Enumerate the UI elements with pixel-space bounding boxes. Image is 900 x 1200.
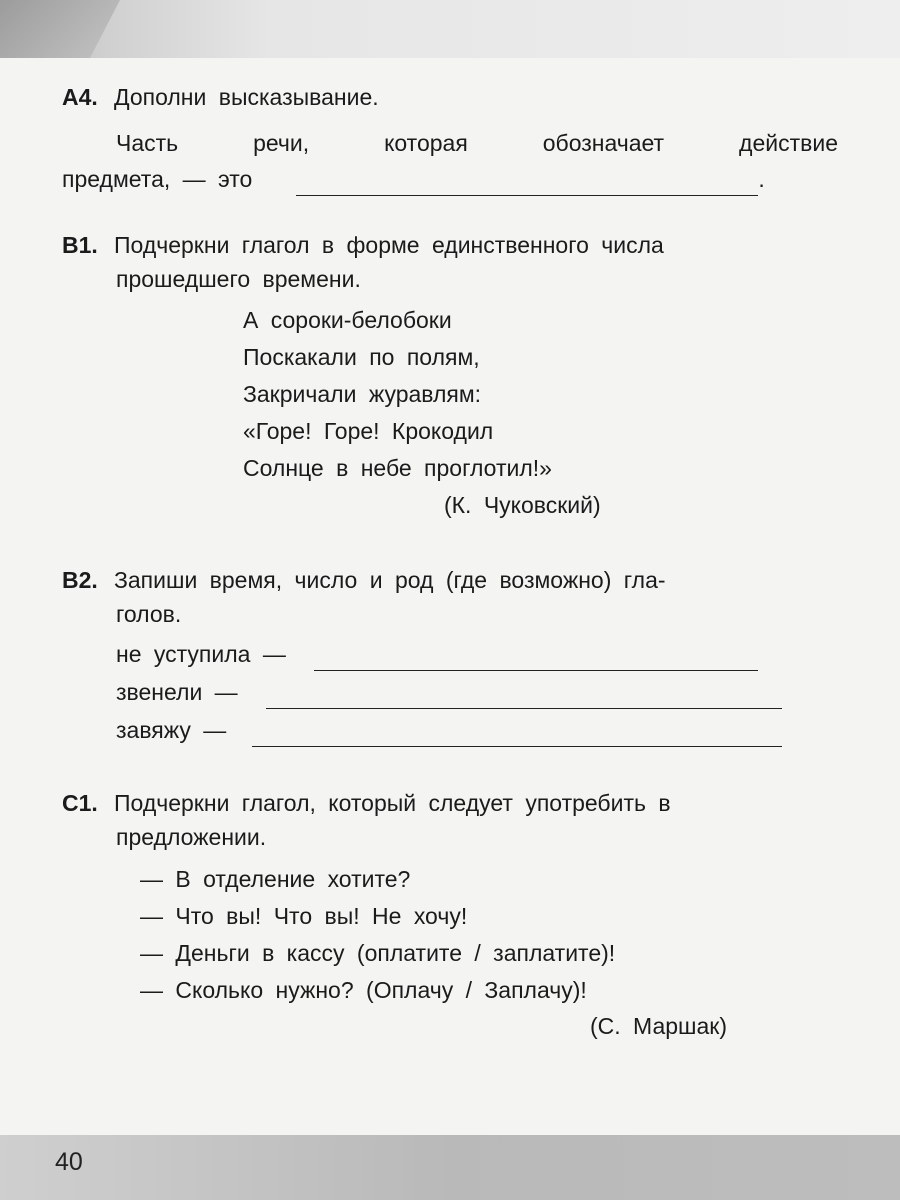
task-prompt-cont: предложении.	[116, 824, 267, 850]
page-number: 40	[55, 1148, 83, 1176]
bottom-decorative-band	[0, 1135, 900, 1200]
poem-line: А сороки-белобоки	[243, 307, 452, 333]
task-code: В1.	[62, 232, 98, 258]
task-code: С1.	[62, 790, 98, 816]
poem-line: Солнце в небе проглотил!»	[243, 455, 552, 481]
task-prompt: Подчеркни глагол в форме единственного числа	[114, 232, 664, 258]
poem-line: Поскакали по полям,	[243, 344, 480, 370]
poem-author: (К. Чуковский)	[444, 492, 601, 518]
task-c1	[62, 786, 838, 854]
task-prompt-cont: прошедшего времени.	[116, 266, 361, 292]
answer-blank-b2-3[interactable]	[252, 722, 782, 747]
task-prompt-cont: голов.	[116, 601, 182, 627]
a4-line-2-text: предмета, — это	[62, 166, 253, 192]
b2-word: не уступила —	[116, 641, 286, 667]
answer-blank-b2-1[interactable]	[314, 646, 758, 671]
poem	[243, 302, 552, 487]
poem-line: «Горе! Горе! Крокодил	[243, 418, 494, 444]
dialog-line: — Деньги в кассу (оплатите / заплатите)!	[140, 940, 616, 966]
task-b2	[62, 563, 838, 747]
dialog-line: — В отделение хотите?	[140, 866, 411, 892]
dialog-line: — Что вы! Что вы! Не хочу!	[140, 903, 468, 929]
dialog	[140, 861, 615, 1009]
dialog-line: — Сколько нужно? (Оплачу / Заплачу)!	[140, 977, 587, 1003]
task-code: А4.	[62, 84, 98, 110]
answer-blank-b2-2[interactable]	[266, 684, 782, 709]
b2-item	[62, 713, 838, 747]
answer-blank-a4[interactable]	[296, 171, 758, 196]
task-a4	[62, 80, 838, 196]
b2-word: завяжу —	[116, 717, 227, 743]
a4-line-2	[62, 162, 838, 196]
task-prompt: Запиши время, число и род (где возможно) гла-	[114, 567, 666, 593]
task-prompt: Дополни высказывание.	[114, 84, 379, 110]
task-code: В2.	[62, 567, 98, 593]
dialog-author: (С. Маршак)	[590, 1013, 728, 1039]
b2-item	[62, 675, 838, 709]
b2-word: звенели —	[116, 679, 238, 705]
poem-line: Закричали журавлям:	[243, 381, 482, 407]
b2-item	[62, 637, 838, 671]
a4-line-1: Часть речи, которая обозначает действие	[116, 130, 838, 156]
top-corner-wedge	[0, 0, 120, 58]
a4-period: .	[758, 166, 765, 192]
task-b1	[62, 228, 838, 296]
top-decorative-band	[0, 0, 900, 58]
task-prompt: Подчеркни глагол, который следует употребить в	[114, 790, 671, 816]
